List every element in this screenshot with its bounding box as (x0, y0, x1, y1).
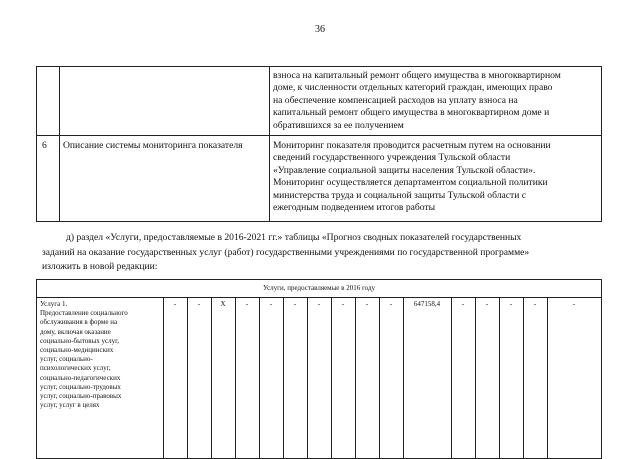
table-cell: - (173, 300, 177, 308)
services-table (36, 279, 602, 459)
column-divider (499, 297, 500, 458)
text-line: изложить в новой редакции: (42, 261, 158, 273)
column-divider (59, 67, 60, 221)
column-divider (355, 297, 356, 458)
table-cell: 647158,4 (413, 300, 441, 308)
amendment-paragraph (42, 231, 598, 275)
column-divider (187, 297, 188, 458)
text-line: социально-педагогических (40, 373, 121, 382)
table-cell: - (341, 300, 345, 308)
page-number: 36 (315, 24, 325, 35)
row-divider (37, 135, 601, 136)
text-line: сведений государственного учреждения Тульской области (273, 152, 511, 164)
column-divider (283, 297, 284, 458)
text-line: дому, включая оказание (40, 327, 111, 336)
table-cell: - (572, 300, 576, 308)
table-cell: - (293, 300, 297, 308)
text-line: капитальный ремонт общего имущества в многоквартирном доме и (273, 107, 550, 119)
text-line: доме, к численности отдельных категорий граждан, имеющих право (273, 82, 553, 94)
text-line: услуг, социально-правовых (40, 392, 122, 401)
column-divider (403, 297, 404, 458)
text-line: «Управление социальной защиты населения Тульской области». (273, 164, 536, 176)
text-line: заданий на оказание государственных услуг (работ) государственными учреждениями по государственной программе» (42, 246, 530, 258)
text-line: Предоставление социального (40, 309, 128, 318)
table-cell: - (317, 300, 321, 308)
text-line: услуг, социально- (40, 355, 93, 364)
text-line: социально-бытовых услуг, (40, 336, 119, 345)
text-line: Мониторинг осуществляется департаментом социальной политики (273, 177, 548, 189)
monitoring-description (273, 140, 595, 214)
service-title (40, 300, 158, 410)
text-line: взноса на капитальный ремонт общего имущества в многоквартирном (273, 70, 561, 81)
table-cell: - (197, 300, 201, 308)
column-divider (475, 297, 476, 458)
text-line: психологических услуг, (40, 364, 111, 373)
text-line: услуг, социально-трудовых (40, 382, 121, 391)
text-line: ежегодным подведением итогов работы (273, 202, 436, 214)
column-divider (307, 297, 308, 458)
table-cell: - (389, 300, 393, 308)
continued-cell-text (273, 70, 595, 132)
table-cell: - (509, 300, 513, 308)
table-cell: - (365, 300, 369, 308)
text-line: услуг, услуг в целях (40, 401, 100, 410)
column-divider (451, 297, 452, 458)
table-cell: - (269, 300, 273, 308)
column-divider (331, 297, 332, 458)
row-number: 6 (42, 140, 47, 151)
table-cell: X (220, 300, 226, 308)
column-divider (379, 297, 380, 458)
column-divider (211, 297, 212, 458)
column-divider (259, 297, 260, 458)
text-line: д) раздел «Услуги, предоставляемые в 2016-2021 гг.» таблицы «Прогноз сводных показателей государственных (66, 232, 522, 243)
text-line: обслуживания в форме на (40, 318, 118, 327)
column-divider (547, 297, 548, 458)
column-divider (235, 297, 236, 458)
table-cell: - (485, 300, 489, 308)
table-cell: - (461, 300, 465, 308)
text-line: на обеспечение компенсацией расходов на уплату взноса на (273, 94, 518, 106)
text-line: Мониторинг показателя проводится расчетным путем на основании (273, 140, 551, 151)
column-divider (163, 297, 164, 458)
table-cell: - (245, 300, 249, 308)
text-line: министерства труда и социальной защиты Тульской области с (273, 189, 527, 201)
table-cell: - (533, 300, 537, 308)
column-divider (523, 297, 524, 458)
text-line: Услуга 1. (40, 300, 68, 308)
indicator-table (36, 66, 602, 222)
services-table-header: Услуги, предоставляемые в 2016 году (37, 280, 601, 298)
text-line: обратившихся за ее получением (273, 119, 404, 131)
row-label: Описание системы мониторинга показателя (63, 140, 243, 151)
text-line: социально-медицинских (40, 346, 114, 355)
